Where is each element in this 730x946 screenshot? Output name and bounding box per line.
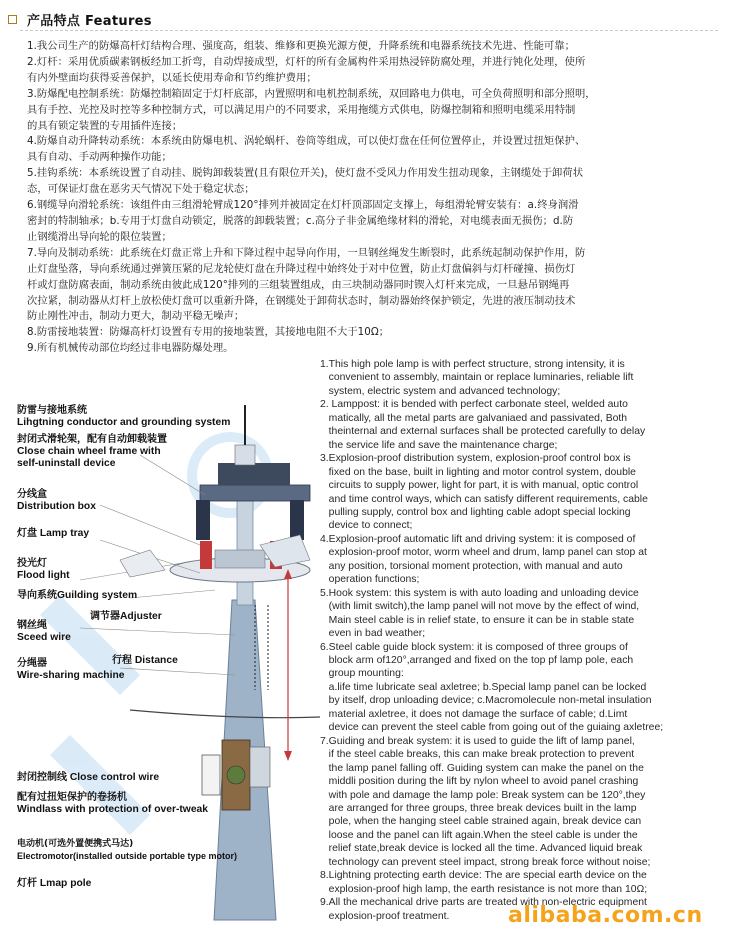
feature-en-line: are arranged for three groups, three break devices built in the lamp bbox=[320, 802, 637, 814]
feature-en-line: device to connect; bbox=[320, 520, 413, 532]
feature-en-line: 3.Explosion-proof distribution system, explosion-proof control box is bbox=[320, 453, 631, 465]
feature-cn-line: 态，可保证灯盘在恶劣天气情况下处于稳定状态； bbox=[27, 183, 255, 196]
label-guiding: 导向系统Guilding system bbox=[17, 590, 138, 601]
feature-en-line: device can prevent the steel cable from going out of the guiaing axletree; bbox=[320, 722, 664, 734]
feature-cn-line: 7.导向及制动系统：此系统在灯盘正常上升和下降过程中起导向作用，一旦钢丝绳发生断裂时，此系统起制动保护作用，防 bbox=[27, 246, 586, 259]
feature-en-line: with pole and damage the lamp pole: Break system can be 120°,they bbox=[320, 789, 646, 801]
feature-en-line: fixed on the base, built in lighting and motor control system, double bbox=[320, 466, 636, 478]
feature-en-line: 8.Lightning protecting earth device: The are special earth device on the bbox=[320, 870, 647, 882]
feature-en-line: relief state,break device is locked all the time. Advanced liquid break bbox=[320, 843, 643, 855]
feature-en-line: 4.Explosion-proof automatic lift and driving system: it is composed of bbox=[320, 533, 636, 545]
control-box bbox=[202, 755, 220, 795]
feature-en-line: 5.Hook system: this system is with auto loading and unloading device bbox=[320, 587, 639, 599]
feature-cn-line: 4.防爆自动升降转动系统：本系统由防爆电机、涡轮蜗杆、卷筒等组成，可以使灯盘在任何位置停止，并设置过扭矩保护、 bbox=[27, 135, 586, 148]
label-motor: 电动机(可选外置便携式马达) Electromotor(installed outside portable type motor) bbox=[17, 839, 238, 861]
feature-cn-line: 6.钢缆导向滑轮系统：该组件由三组滑轮臂成120°排列并被固定在灯杆顶部固定支撑上，每组滑轮臂安装有：a.终身润滑 bbox=[27, 199, 579, 212]
feature-cn-line: 止灯盘坠落，导向系统通过弹簧压紧的尼龙轮使灯盘在升降过程中始终处于对中位置，防止灯盘偏斜与灯杆碰撞、损伤灯 bbox=[27, 262, 576, 275]
feature-en-line: middli position during the lift by nylon wheel to avoid panel crashing bbox=[320, 776, 639, 788]
feature-en-line: the lamp panel falling off. Guiding system can make the panel on the bbox=[320, 762, 644, 774]
feature-en-line: if the steel cable breaks, this can make break protection to prevent bbox=[320, 749, 635, 761]
label-pole: 灯杆 Lmap pole bbox=[17, 878, 92, 889]
label-distribution: 分线盒 Distribution box bbox=[17, 489, 96, 512]
label-wire-sharing: 分绳器 Wire-sharing machine bbox=[17, 658, 125, 681]
lowered-tray-outline bbox=[130, 710, 320, 718]
label-flood-light: 投光灯 Flood light bbox=[17, 558, 70, 581]
feature-en-line: explosion-proof high lamp, the earth resistance is not more than 10Ω; bbox=[320, 883, 648, 895]
feature-en-line: 7.Guiding and break system: it is used to guide the lift of lamp panel, bbox=[320, 735, 635, 747]
feature-en-line: a.life time lubricate seal axletree; b.Special lamp panel can be locked bbox=[320, 681, 647, 693]
label-lightning: 防雷与接地系统 Lihgtning conductor and grounding system bbox=[17, 405, 231, 428]
bullet-box-icon bbox=[8, 15, 17, 24]
label-pulley: 封闭式滑轮架，配有自动卸载装置 Close chain wheel frame with self-uninstall device bbox=[17, 434, 167, 469]
feature-en-line: group mounting: bbox=[320, 668, 404, 680]
feature-en-line: explosion-proof motor, worm wheel and drum, lamp panel can stop at bbox=[320, 547, 647, 559]
feature-cn-line: 8.防雷接地装置：防爆高杆灯设置有专用的接地装置，其接地电阻不大于10Ω； bbox=[27, 326, 390, 339]
feature-cn-line: 1.我公司生产的防爆高杆灯结构合理、强度高，组装、维修和更换光源方便，升降系统和电器系统技术先进、性能可靠； bbox=[27, 40, 575, 52]
feature-en-line: the service life and save the maintenance charge; bbox=[320, 439, 558, 451]
label-distance: 行程 Distance bbox=[112, 655, 178, 666]
label-lamp-tray: 灯盘 Lamp tray bbox=[17, 528, 90, 539]
alibaba-watermark: alibaba.com.cn bbox=[508, 903, 703, 928]
feature-cn-line: 9.所有机械传动部位均经过非电器防爆处理。 bbox=[27, 342, 234, 355]
feature-cn-line: 具有自动、手动两种操作功能； bbox=[27, 151, 172, 164]
feature-en-line: loose and the panel can lift again.When the steel cable is under the bbox=[320, 829, 638, 841]
flood-light-1 bbox=[200, 541, 212, 569]
feature-en-line: explosion-proof treatment. bbox=[320, 910, 450, 922]
label-control-wire: 封闭控制线 Close control wire bbox=[17, 772, 160, 783]
feature-cn-line: 3.防爆配电控制系统：防爆控制箱固定于灯杆底部，内置照明和电机控制系统，双回路电力供电，可全负荷照明和部分照明， bbox=[27, 87, 596, 100]
feature-en-line: by itself, drop unloading device; c.Macromolecule non-metal insulation bbox=[320, 695, 652, 707]
section-title: 产品特点 Features bbox=[27, 13, 152, 29]
feature-cn-line: 止钢缆滑出导向轮的限位装置； bbox=[27, 230, 172, 243]
feature-cn-line: 2.灯杆：采用优质碳素钢板经加工折弯，自动焊接成型，灯杆的所有金属构件采用热浸锌防腐处理，并进行钝化处理，使所 bbox=[27, 55, 586, 68]
feature-en-line: Main steel cable is in relief state, to ensure it can be in stable state bbox=[320, 614, 635, 626]
feature-en-line: 6.Steel cable guide block system: it is composed of three groups of bbox=[320, 641, 628, 653]
feature-cn-line: 杆或灯盘防腐表面，制动系统由彼此成120°排列的三组装置组成，由三块制动器同时锲入灯杆来完成，一旦悬吊钢绳再 bbox=[27, 278, 570, 291]
feature-en-line: pole, when the hanging steel cable strained again, break device can bbox=[320, 816, 642, 828]
feature-en-line: 2. Lamppost: it is bended with perfect carbonate steel, welded auto bbox=[320, 399, 628, 411]
feature-en-line: even in bad weather; bbox=[320, 628, 426, 640]
feature-en-line: material axletree, it does not damage the surface of cable; d.Limt bbox=[320, 708, 628, 720]
feature-en-line: 9.All the mechanical drive parts are treated with non-electric equipment bbox=[320, 897, 647, 909]
feature-en-line: (with limit switch),the lamp panel will not move by the effect of wind, bbox=[320, 601, 640, 613]
section-header bbox=[8, 8, 152, 30]
label-wire: 钢丝绳 Sceed wire bbox=[17, 620, 71, 643]
feature-cn-line: 防止刚性冲击，制动力更大，制动平稳无噪声； bbox=[27, 310, 245, 323]
feature-cn-line: 密封的特制轴承；b.专用于灯盘自动锁定，脱落的卸载装置；c.高分子非金属绝缘材料的滑轮，对电缆表面无损伤；d.防 bbox=[27, 214, 574, 227]
feature-cn-line: 的具有锁定装置的专用插件连接； bbox=[27, 119, 183, 132]
feature-en-line: convenient to assembly, maintain or replace luminaries, reliable lift bbox=[320, 372, 634, 384]
features-cn-list bbox=[27, 39, 717, 357]
feature-en-line: 1.This high pole lamp is with perfect structure, strong intensity, it is bbox=[320, 359, 625, 370]
feature-en-line: matically, all the metal parts are galvaniaed and passivated, Both bbox=[320, 412, 628, 424]
feature-cn-line: 次拉紧，制动器从灯杆上放松使灯盘可以重新升降，在钢缆处于卸荷状态时，制动器始终保护锁定，先进的液压制动技术 bbox=[27, 294, 576, 307]
high-pole-lamp-diagram bbox=[0, 345, 330, 925]
feature-en-line: circuits to supply power, light for part, it is with manual, optic control bbox=[320, 480, 639, 492]
label-windlass: 配有过扭矩保护的卷扬机 Windlass with protection of over-tweak bbox=[17, 792, 208, 815]
feature-en-line: operation functions; bbox=[320, 574, 420, 586]
label-adjuster: 调节器Adjuster bbox=[90, 611, 162, 622]
feature-en-line: pulling supply, control box and lighting cable adopt special locking bbox=[320, 506, 631, 518]
feature-cn-line: 有内外壁面均获得妥善保护，以延长使用寿命和节约维护费用； bbox=[27, 71, 317, 84]
feature-en-line: system, electric system and advanced technology; bbox=[320, 385, 561, 397]
features-en-list bbox=[320, 358, 725, 923]
feature-cn-line: 具有手控、光控及时控等多种控制方式，可以满足用户的不同要求，采用拖缆方式供电，防爆控制箱和照明电缆采用特制 bbox=[27, 103, 576, 116]
header-divider bbox=[20, 30, 718, 31]
feature-en-line: any position, torsional moment protection, with manual and auto bbox=[320, 560, 623, 572]
feature-en-line: block arm of120°,arranged and fixed on the top pf lamp pole, each bbox=[320, 654, 634, 666]
feature-en-line: technology can prevent steel impact, strong break force without noise; bbox=[320, 856, 651, 868]
feature-en-line: and time control ways, which can satisfy different requirements, cable bbox=[320, 493, 648, 505]
feature-cn-line: 5.挂钩系统：本系统设置了自动挂、脱钩卸载装置(且有限位开关)，使灯盘不受风力作用发生扭动现象，主钢缆处于卸荷状 bbox=[27, 167, 584, 180]
feature-en-line: theinternal and external surfaces shall be protected carefully to delay bbox=[320, 426, 646, 438]
